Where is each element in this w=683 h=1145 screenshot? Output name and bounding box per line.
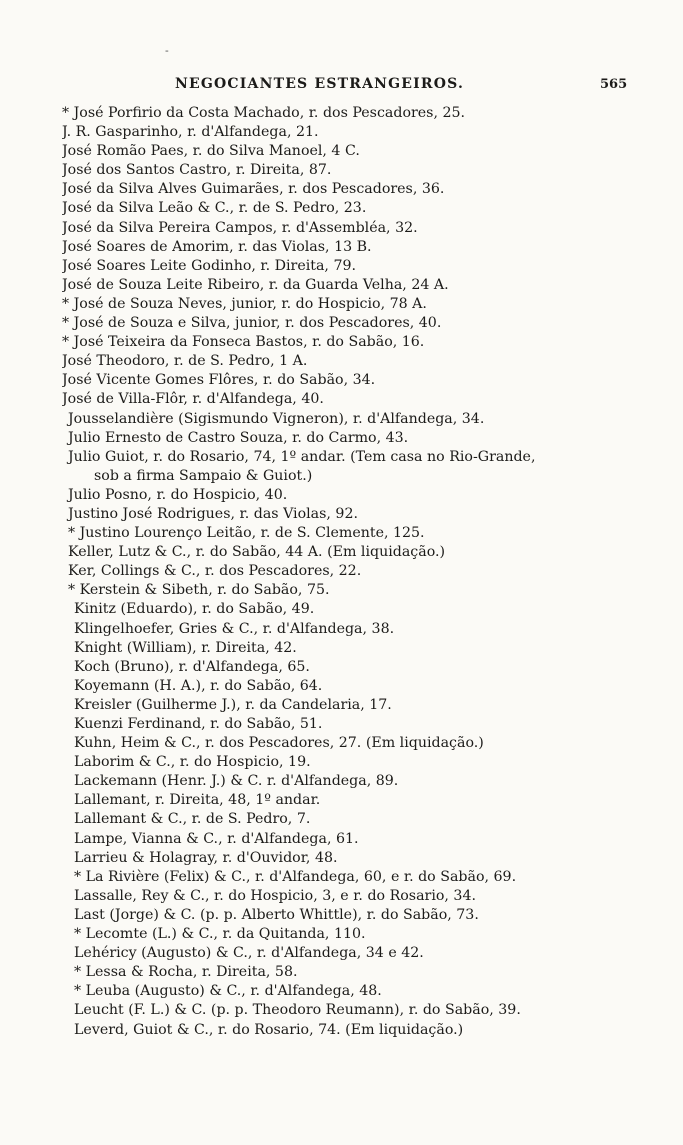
list-item: José Vicente Gomes Flôres, r. do Sabão, 34. (62, 372, 376, 389)
list-item: * José Teixeira da Fonseca Bastos, r. do Sabão, 16. (62, 334, 425, 351)
list-item: Julio Ernesto de Castro Souza, r. do Carmo, 43. (68, 429, 409, 446)
list-item: Lassalle, Rey & C., r. do Hospicio, 3, e r. do Rosario, 34. (74, 887, 476, 904)
list-item-continuation: sob a firma Sampaio & Guiot.) (94, 467, 313, 484)
list-item: Jousselandière (Sigismundo Vigneron), r. d'Alfandega, 34. (68, 410, 485, 427)
list-item: Koyemann (H. A.), r. do Sabão, 64. (74, 677, 323, 694)
list-item: * José de Souza e Silva, junior, r. dos Pescadores, 40. (62, 315, 442, 332)
page-title: NEGOCIANTES ESTRANGEIROS. (175, 76, 465, 92)
list-item: Laborim & C., r. do Hospicio, 19. (74, 754, 311, 771)
list-item: Koch (Bruno), r. d'Alfandega, 65. (74, 658, 310, 675)
page-number: 565 (600, 77, 628, 92)
page-header (0, 76, 683, 96)
list-item: Keller, Lutz & C., r. do Sabão, 44 A. (Em liquidação.) (68, 544, 446, 561)
list-item: José da Silva Leão & C., r. de S. Pedro, 23. (62, 200, 367, 217)
list-item: * Kerstein & Sibeth, r. do Sabão, 75. (68, 582, 330, 599)
list-item: * Justino Lourenço Leitão, r. de S. Clemente, 125. (68, 525, 425, 542)
list-item: Last (Jorge) & C. (p. p. Alberto Whittle), r. do Sabão, 73. (74, 906, 479, 923)
list-item: Lallemant, r. Direita, 48, 1º andar. (74, 792, 321, 809)
list-item: Julio Guiot, r. do Rosario, 74, 1º andar. (Tem casa no Rio-Grande, (68, 448, 536, 465)
list-item: * Lecomte (L.) & C., r. da Quitanda, 110. (74, 926, 366, 943)
list-item: Kreisler (Guilherme J.), r. da Candelaria, 17. (74, 696, 392, 713)
list-item: J. R. Gasparinho, r. d'Alfandega, 21. (62, 124, 319, 141)
list-item: Lehéricy (Augusto) & C., r. d'Alfandega, 34 e 42. (74, 945, 424, 962)
list-item: José de Villa-Flôr, r. d'Alfandega, 40. (62, 391, 324, 408)
list-item: Lallemant & C., r. de S. Pedro, 7. (74, 811, 311, 828)
list-item: Kuhn, Heim & C., r. dos Pescadores, 27. (Em liquidação.) (74, 735, 484, 752)
list-item: Leucht (F. L.) & C. (p. p. Theodoro Reumann), r. do Sabão, 39. (74, 1002, 521, 1019)
list-item: José da Silva Alves Guimarães, r. dos Pescadores, 36. (62, 181, 445, 198)
merchant-list (62, 104, 637, 1040)
list-item: Lampe, Vianna & C., r. d'Alfandega, 61. (74, 830, 359, 847)
list-item: Knight (William), r. Direita, 42. (74, 639, 297, 656)
list-item: Leverd, Guiot & C., r. do Rosario, 74. (Em liquidação.) (74, 1021, 464, 1038)
list-item: Ker, Collings & C., r. dos Pescadores, 22. (68, 563, 362, 580)
list-item: * José de Souza Neves, junior, r. do Hospicio, 78 A. (62, 295, 427, 312)
list-item: Kuenzi Ferdinand, r. do Sabão, 51. (74, 716, 323, 732)
list-item: Klingelhoefer, Gries & C., r. d'Alfandega, 38. (74, 620, 395, 637)
list-item: José de Souza Leite Ribeiro, r. da Guarda Velha, 24 A. (62, 276, 449, 293)
list-item: Larrieu & Holagray, r. d'Ouvidor, 48. (74, 849, 338, 866)
list-item: José Theodoro, r. de S. Pedro, 1 A. (62, 353, 308, 370)
list-item: Julio Posno, r. do Hospicio, 40. (68, 486, 288, 503)
list-item: * José Porfirio da Costa Machado, r. dos Pescadores, 25. (62, 105, 466, 121)
list-item: Justino José Rodrigues, r. das Violas, 92. (68, 505, 358, 522)
list-item: José dos Santos Castro, r. Direita, 87. (62, 162, 332, 179)
list-item: José Soares Leite Godinho, r. Direita, 79. (62, 257, 357, 274)
list-item: José Soares de Amorim, r. das Violas, 13 B. (62, 238, 372, 255)
list-item: José da Silva Pereira Campos, r. d'Assembléa, 32. (62, 219, 418, 236)
list-item: * Lessa & Rocha, r. Direita, 58. (74, 964, 298, 981)
list-item: Lackemann (Henr. J.) & C. r. d'Alfandega, 89. (74, 773, 399, 790)
print-mark: - (165, 44, 169, 57)
list-item: Kinitz (Eduardo), r. do Sabão, 49. (74, 601, 315, 618)
list-item: * La Rivière (Felix) & C., r. d'Alfandega, 60, e r. do Sabão, 69. (74, 868, 517, 885)
list-item: José Romão Paes, r. do Silva Manoel, 4 C. (62, 143, 360, 160)
list-item: * Leuba (Augusto) & C., r. d'Alfandega, 48. (74, 983, 382, 1000)
